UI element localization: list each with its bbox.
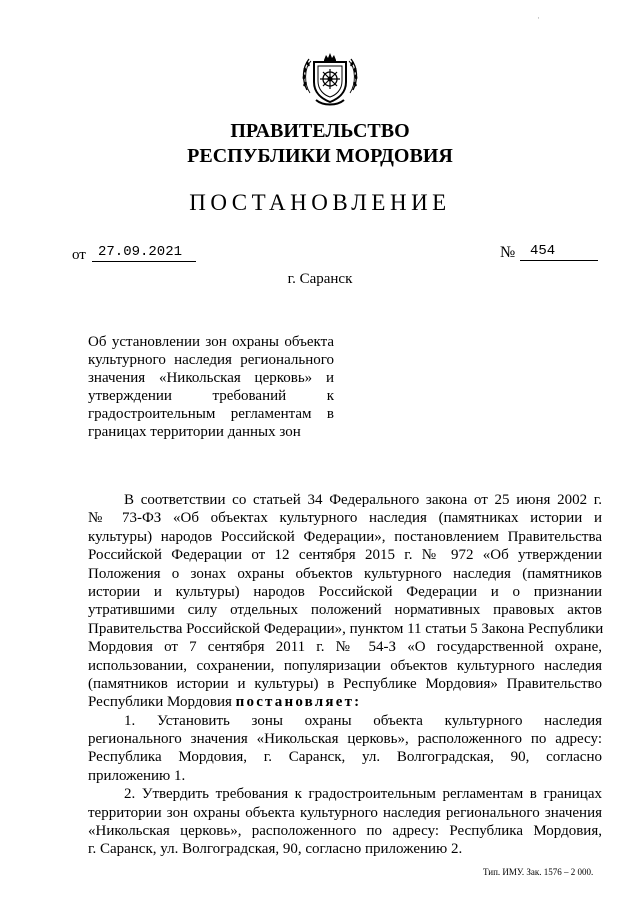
body-line: г. Саранск, ул. Волгоградская, 90, согласно приложению 2.	[88, 841, 463, 858]
print-mark: Тип. ИМУ. Зак. 1576 – 2 000.	[483, 867, 594, 877]
document-date: 27.09.2021	[92, 244, 196, 262]
body-line: культуры) народов Российской Федерации», постановлением Правительства	[88, 528, 602, 545]
date-prefix: от	[72, 247, 86, 263]
subject-line: Об установлении зон охраны объекта	[88, 334, 334, 350]
body-line-text: Республики Мордовия	[88, 694, 232, 711]
body-line: Положения о зонах охраны объектов культурного наследия (памятников	[88, 565, 602, 582]
body-line: В соответствии со статьей 34 Федерального закона от 25 июня 2002 г.	[124, 492, 602, 508]
body-line: «Никольская церковь», расположенного по адресу: Республика Мордовия,	[88, 823, 602, 840]
body-line: приложению 1.	[88, 767, 186, 784]
organization-name-line1: ПРАВИТЕЛЬСТВО	[230, 120, 410, 142]
city-name: г. Саранск	[287, 271, 353, 287]
number-sign: №	[500, 244, 516, 261]
body-line: Российской Федерации от 12 сентября 2015 г. № 972 «Об утверждении	[88, 547, 602, 564]
document-subject	[88, 333, 334, 441]
resolution-keyword: постановляет:	[235, 694, 362, 711]
organization-name-line2: РЕСПУБЛИКИ МОРДОВИЯ	[187, 145, 453, 167]
body-line: 1. Установить зоны охраны объекта культурного наследия	[124, 712, 602, 729]
subject-line: градостроительным регламентам в	[88, 406, 334, 422]
body-line: (памятников истории и культуры) в Республике Мордовия» Правительство	[88, 675, 602, 692]
subject-line: значения «Никольская церковь» и	[88, 370, 334, 386]
page-marker: ·	[537, 13, 540, 23]
body-line: Мордовия от 7 сентября 2011 г. № 54-З «О государственной охране,	[88, 639, 602, 656]
document-body	[88, 491, 602, 859]
body-line: регионального значения «Никольская церковь», расположенного по адресу:	[88, 731, 602, 748]
body-line: истории и культуры) народов Российской Федерации и о признании	[88, 583, 602, 600]
body-line: использовании, сохранении, популяризации объектов культурного наследия	[88, 657, 602, 674]
body-line: Республика Мордовия, г. Саранск, ул. Волгоградская, 90, согласно	[88, 749, 602, 766]
coat-of-arms-icon	[298, 48, 362, 110]
subject-line: утверждении требований к	[88, 388, 334, 404]
body-line: утратившими силу отдельных положений нормативных правовых актов	[88, 602, 602, 619]
document-type-title: ПОСТАНОВЛЕНИЕ	[189, 190, 451, 215]
body-line: 2. Утвердить требования к градостроительным регламентам в границах	[124, 786, 602, 803]
body-line: № 73-ФЗ «Об объектах культурного наследия (памятниках истории и	[88, 510, 602, 527]
subject-line: границах территории данных зон	[88, 424, 301, 440]
body-line: Правительства Российской Федерации», пунктом 11 статьи 5 Закона Республики	[88, 620, 604, 637]
body-line: территории зон охраны объекта культурного наследия регионального значения	[88, 804, 602, 821]
body-line	[88, 693, 602, 711]
document-number: 454	[520, 243, 598, 261]
subject-line: культурного наследия регионального	[88, 352, 334, 368]
